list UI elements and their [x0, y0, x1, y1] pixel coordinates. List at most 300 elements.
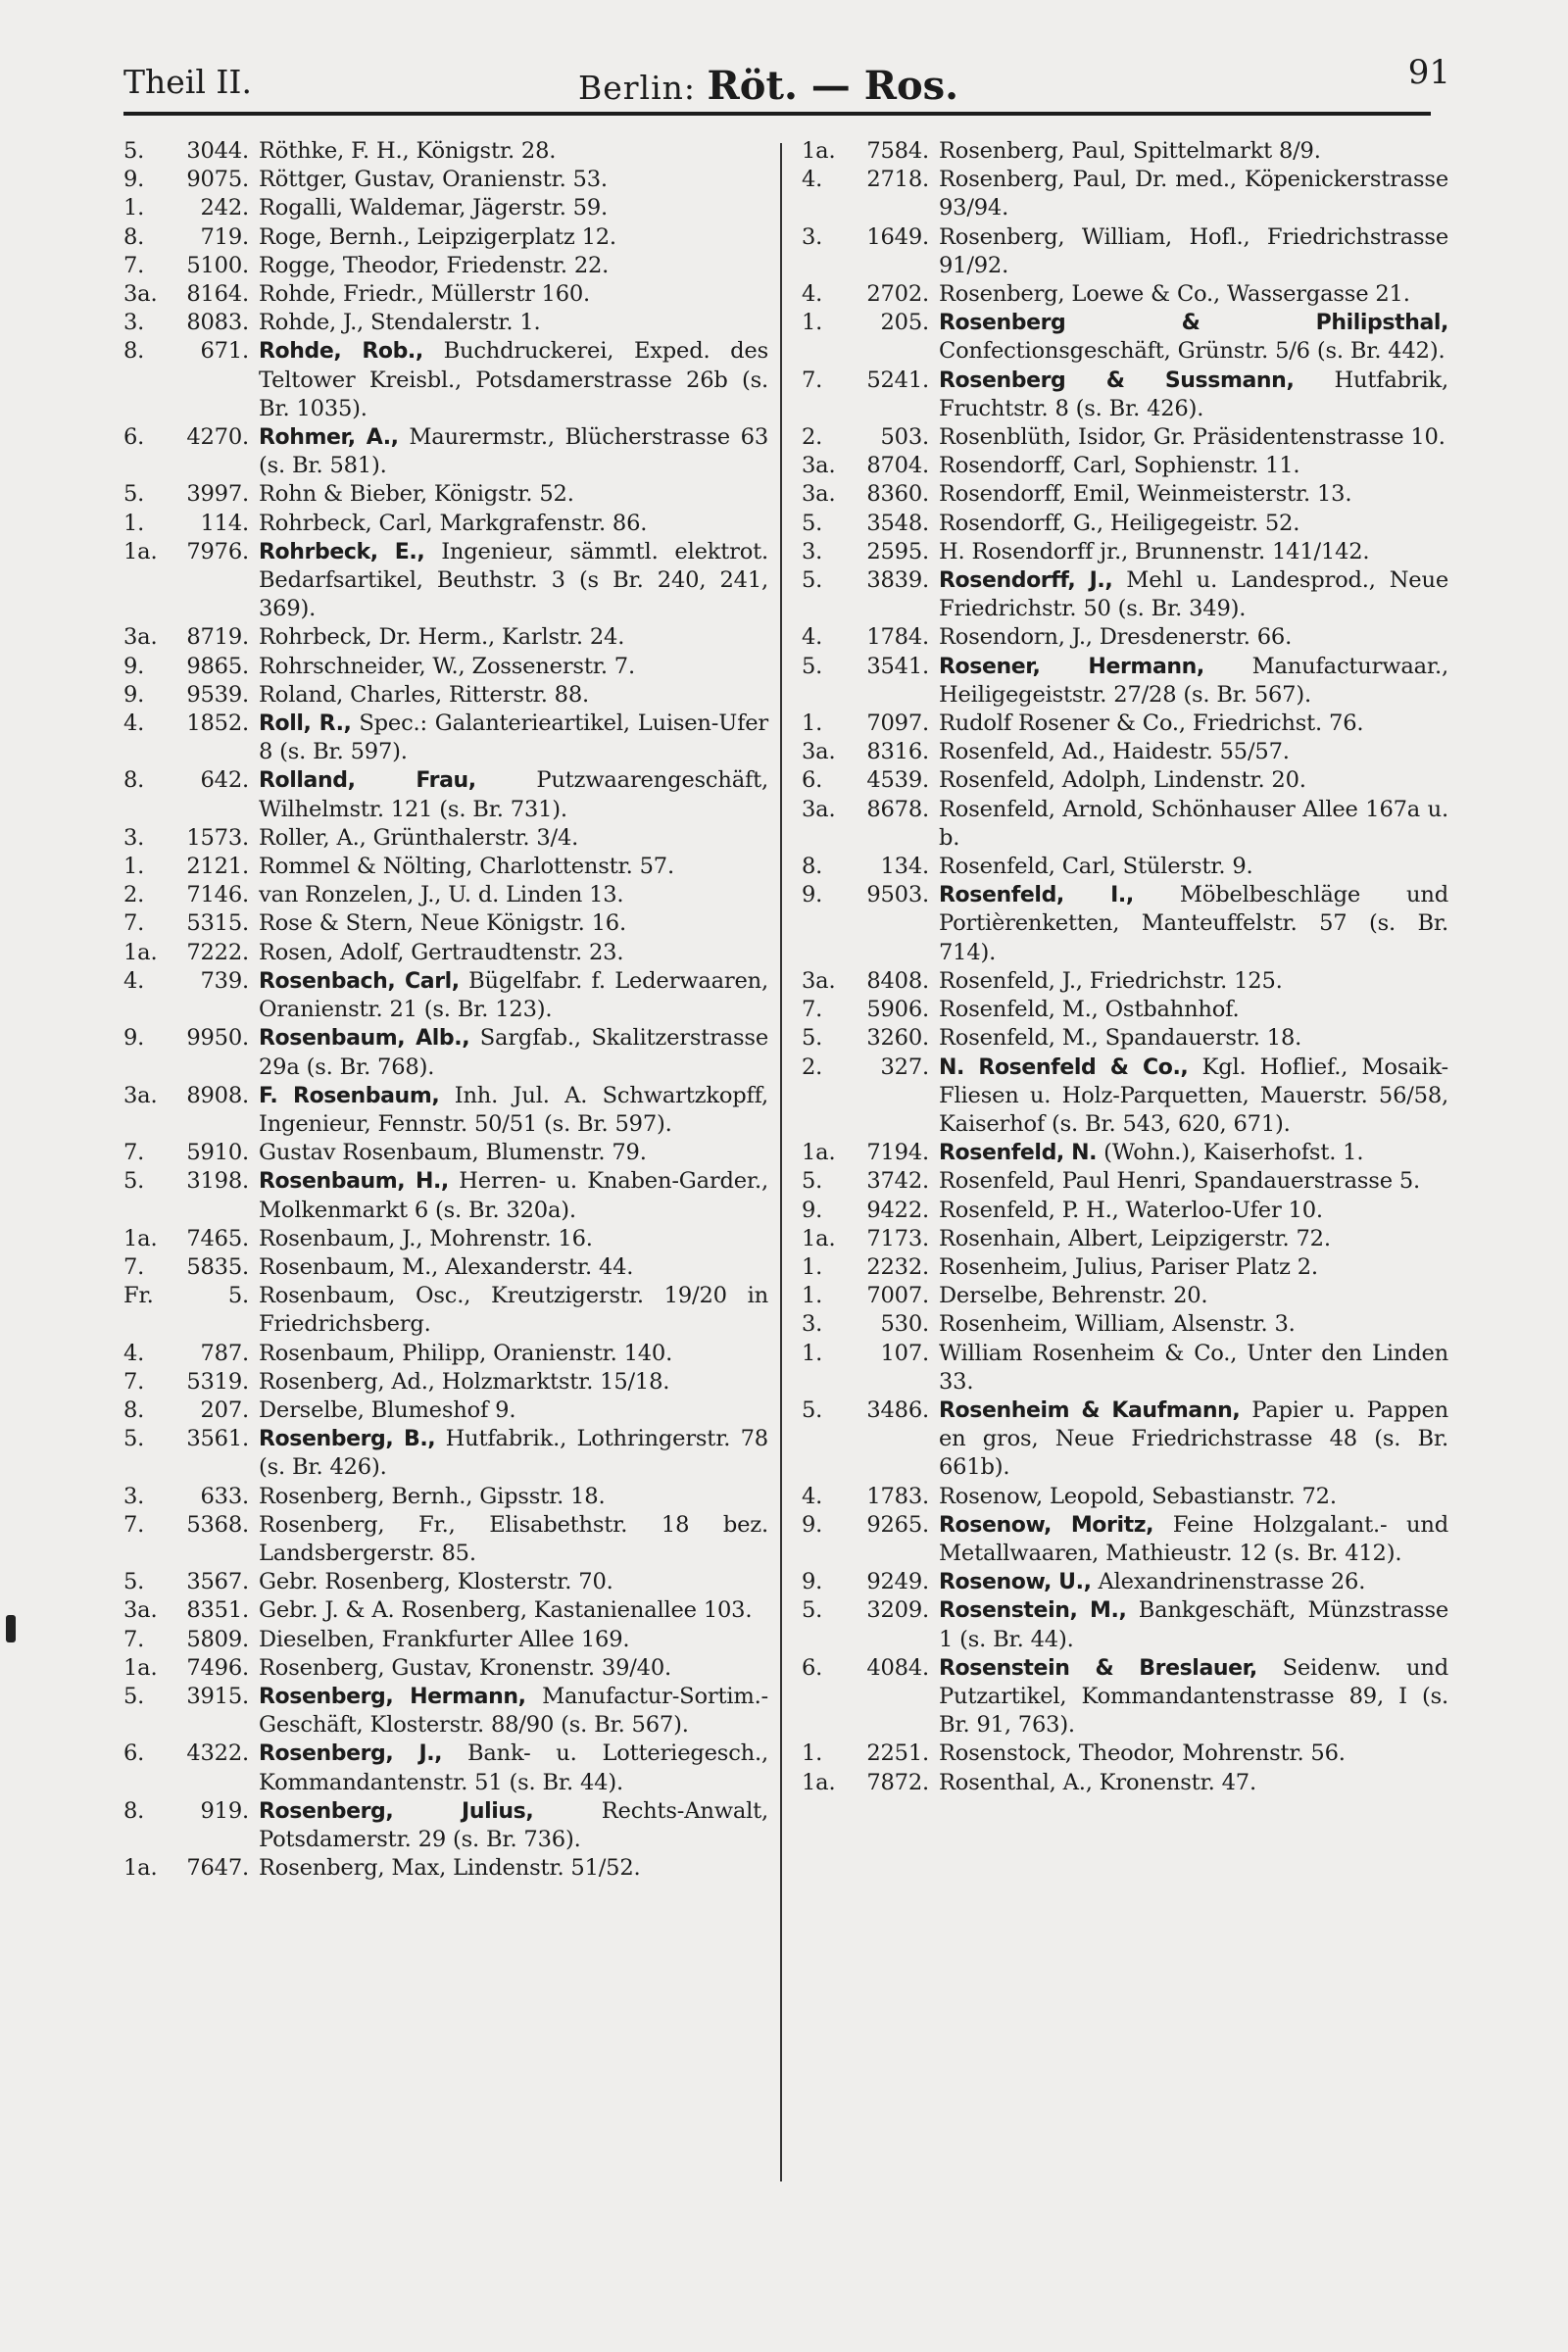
- subscriber-text: [939, 452, 1448, 480]
- running-title: [578, 63, 958, 109]
- subscriber-name-bold: Rosenstein, M.,: [939, 1598, 1127, 1624]
- exchange-office: 7.: [123, 1253, 145, 1280]
- exchange-office: 9.: [123, 167, 145, 193]
- telephone-number: 3548.: [866, 510, 929, 536]
- exchange-office: 7.: [123, 1368, 145, 1395]
- subscriber-details: Rosenfeld, Adolph, Lindenstr. 20.: [939, 767, 1306, 794]
- subscriber-details: Rosenfeld, Paul Henri, Spandauerstrasse 5.: [939, 1168, 1421, 1195]
- telephone-number: 7146.: [186, 882, 249, 908]
- subscriber-details: Rosenberg, William, Hofl., Friedrichstrasse 91/92.: [939, 223, 1448, 278]
- subscriber-text: [259, 194, 768, 222]
- telephone-number: 4270.: [186, 424, 249, 451]
- telephone-number: 134.: [880, 854, 929, 880]
- subscriber-details: Gebr. J. & A. Rosenberg, Kastanienallee 103.: [259, 1597, 753, 1624]
- subscriber-text: [939, 1197, 1448, 1225]
- subscriber-details: van Ronzelen, J., U. d. Linden 13.: [259, 882, 624, 908]
- subscriber-text: [939, 223, 1448, 280]
- telephone-number: 8678.: [866, 796, 929, 822]
- telephone-number: 9865.: [186, 653, 249, 679]
- subscriber-details: Seidenw. und Putzartikel, Kommandantenstrasse 89, I (s. Br. 91, 763).: [939, 1654, 1448, 1739]
- telephone-number: 1649.: [866, 223, 929, 250]
- subscriber-text: [939, 423, 1448, 452]
- subscriber-details: Feine Holzgalant.- und Metallwaaren, Mathieustr. 12 (s. Br. 412).: [939, 1511, 1448, 1566]
- directory-entry: [802, 423, 1448, 452]
- subscriber-text: [259, 623, 768, 652]
- subscriber-details: Hutfabrik, Fruchtstr. 8 (s. Br. 426).: [939, 367, 1448, 421]
- directory-entry: [802, 510, 1448, 538]
- telephone-number: 2702.: [866, 281, 929, 308]
- subscriber-text: [259, 1596, 768, 1625]
- subscriber-details: Derselbe, Behrenstr. 20.: [939, 1283, 1208, 1309]
- directory-entry: [123, 1282, 768, 1339]
- telephone-number: 3209.: [866, 1597, 929, 1624]
- telephone-number: 9265.: [866, 1511, 929, 1538]
- directory-entry: [123, 1340, 768, 1368]
- telephone-number: 7976.: [186, 538, 249, 564]
- directory-entry: [802, 1054, 1448, 1140]
- telephone-number: 8704.: [866, 453, 929, 479]
- exchange-office: 4.: [802, 167, 823, 193]
- exchange-office: 4.: [123, 967, 145, 994]
- subscriber-details: Rohrbeck, Carl, Markgrafenstr. 86.: [259, 510, 648, 536]
- subscriber-details: Rosendorff, Carl, Sophienstr. 11.: [939, 453, 1300, 479]
- exchange-office: 4.: [802, 624, 823, 651]
- directory-entry: [802, 1740, 1448, 1768]
- exchange-office: 9.: [123, 681, 145, 708]
- telephone-number: 739.: [200, 967, 249, 994]
- exchange-office: 3a.: [802, 967, 836, 994]
- exchange-office: 6.: [802, 767, 823, 794]
- exchange-office: 4.: [123, 710, 145, 737]
- subscriber-details: Dieselben, Frankfurter Allee 169.: [259, 1626, 630, 1652]
- telephone-number: 5.: [227, 1283, 249, 1309]
- subscriber-name-bold: Roll, R.,: [259, 711, 352, 737]
- telephone-number: 1573.: [186, 824, 249, 851]
- subscriber-details: Rosenberg, Max, Lindenstr. 51/52.: [259, 1855, 641, 1882]
- directory-entry: [123, 223, 768, 252]
- subscriber-details: Confectionsgeschäft, Grünstr. 5/6 (s. Br. 442).: [939, 338, 1446, 365]
- subscriber-name-bold: F. Rosenbaum,: [259, 1083, 440, 1108]
- subscriber-text: [939, 510, 1448, 538]
- directory-entry: [123, 710, 768, 766]
- subscriber-details: William Rosenheim & Co., Unter den Linden 33.: [939, 1340, 1448, 1395]
- subscriber-name-bold: Rosenbach, Carl,: [259, 968, 460, 994]
- subscriber-details: Inh. Jul. A. Schwartzkopff, Ingenieur, Fennstr. 50/51 (s. Br. 597).: [259, 1082, 768, 1137]
- subscriber-details: Rechts-Anwalt, Potsdamerstr. 29 (s. Br. 736).: [259, 1797, 768, 1852]
- directory-entry: [123, 766, 768, 823]
- directory-entry: [123, 909, 768, 938]
- exchange-office: 3.: [123, 824, 145, 851]
- directory-entry: [123, 1568, 768, 1596]
- exchange-office: 1a.: [802, 1769, 836, 1795]
- exchange-office: 1.: [123, 854, 145, 880]
- directory-entry: [123, 280, 768, 309]
- subscriber-name-bold: Rosenberg, J.,: [259, 1741, 443, 1767]
- subscriber-name-bold: Rosenfeld, N.: [939, 1141, 1098, 1166]
- telephone-number: 7496.: [186, 1654, 249, 1681]
- telephone-number: 7222.: [186, 939, 249, 965]
- subscriber-name-bold: Rosenberg & Philipsthal,: [939, 311, 1448, 336]
- directory-entry: [123, 1740, 768, 1796]
- telephone-number: 2232.: [866, 1253, 929, 1280]
- subscriber-details: Kgl. Hoflief., Mosaik-Fliesen u. Holz-Parquetten, Mauerstr. 56/58, Kaiserhof (s. Br. 543, 620, 671).: [939, 1054, 1448, 1137]
- subscriber-text: [939, 1396, 1448, 1483]
- subscriber-details: Putzwaarengeschäft, Wilhelmstr. 121 (s. Br. 731).: [259, 767, 768, 822]
- directory-entry: [123, 967, 768, 1024]
- exchange-office: 8.: [123, 1396, 145, 1423]
- exchange-office: 1.: [802, 1283, 823, 1309]
- subscriber-text: [939, 1511, 1448, 1568]
- subscriber-text: [259, 1167, 768, 1224]
- subscriber-details: Rosenblüth, Isidor, Gr. Präsidentenstrasse 10.: [939, 424, 1446, 451]
- exchange-office: 5.: [123, 481, 145, 508]
- subscriber-text: [259, 853, 768, 881]
- directory-entry: [802, 452, 1448, 480]
- subscriber-details: Manufacturwaar., Heiligegeiststr. 27/28 (s. Br. 567).: [939, 653, 1448, 708]
- subscriber-details: Rosenfeld, Arnold, Schönhauser Allee 167a u. b.: [939, 796, 1448, 851]
- directory-entry: [802, 309, 1448, 366]
- directory-entry: [802, 1310, 1448, 1339]
- directory-entry: [123, 1483, 768, 1511]
- telephone-number: 4322.: [186, 1740, 249, 1767]
- subscriber-text: [259, 766, 768, 823]
- directory-entry: [802, 1197, 1448, 1225]
- directory-entry: [802, 1596, 1448, 1653]
- subscriber-details: Roller, A., Grünthalerstr. 3/4.: [259, 824, 579, 851]
- subscriber-details: Rosenstock, Theodor, Mohrenstr. 56.: [939, 1740, 1346, 1767]
- telephone-number: 5906.: [866, 997, 929, 1023]
- section-label: Theil II.: [123, 63, 252, 101]
- exchange-office: 3a.: [123, 624, 158, 651]
- telephone-number: 4539.: [866, 767, 929, 794]
- telephone-number: 7872.: [866, 1769, 929, 1795]
- directory-entry: [123, 538, 768, 624]
- telephone-number: 8083.: [186, 310, 249, 336]
- subscriber-details: Rudolf Rosener & Co., Friedrichst. 76.: [939, 710, 1364, 737]
- subscriber-details: Röthke, F. H., Königstr. 28.: [259, 138, 557, 164]
- exchange-office: 3.: [802, 223, 823, 250]
- exchange-office: 9.: [802, 1569, 823, 1595]
- subscriber-text: [259, 1683, 768, 1740]
- subscriber-text: [259, 1654, 768, 1683]
- subscriber-details: Rosenberg, Loewe & Co., Wassergasse 21.: [939, 281, 1410, 308]
- subscriber-details: Rosenhain, Albert, Leipzigerstr. 72.: [939, 1225, 1331, 1251]
- subscriber-text: [259, 1568, 768, 1596]
- subscriber-text: [259, 1024, 768, 1081]
- subscriber-details: Rosen, Adolf, Gertraudtenstr. 23.: [259, 939, 624, 965]
- subscriber-name-bold: Rosenberg, Hermann,: [259, 1684, 526, 1709]
- directory-entry: [802, 280, 1448, 309]
- subscriber-name-bold: Rosenstein & Breslauer,: [939, 1655, 1257, 1681]
- subscriber-details: Spec.: Galanterieartikel, Luisen-Ufer 8 (s. Br. 597).: [259, 710, 768, 765]
- exchange-office: 3.: [123, 1483, 145, 1509]
- page-header: [123, 53, 1450, 112]
- subscriber-details: Rogge, Theodor, Friedenstr. 22.: [259, 252, 610, 278]
- directory-entry: [123, 1368, 768, 1396]
- directory-entry: [802, 1483, 1448, 1511]
- exchange-office: 5.: [123, 138, 145, 164]
- telephone-number: 5315.: [186, 910, 249, 937]
- exchange-office: 9.: [802, 882, 823, 908]
- exchange-office: 1a.: [802, 138, 836, 164]
- subscriber-text: [939, 967, 1448, 996]
- exchange-office: 1a.: [123, 1225, 158, 1251]
- subscriber-text: [259, 1368, 768, 1396]
- subscriber-name-bold: Rosenberg & Sussmann,: [939, 368, 1295, 393]
- subscriber-details: Rosenfeld, M., Spandauerstr. 18.: [939, 1025, 1302, 1052]
- subscriber-details: Manufactur-Sortim.-Geschäft, Klosterstr. 88/90 (s. Br. 567).: [259, 1683, 768, 1739]
- directory-entry: [123, 824, 768, 853]
- telephone-number: 2718.: [866, 167, 929, 193]
- exchange-office: 1a.: [802, 1225, 836, 1251]
- subscriber-text: [259, 1340, 768, 1368]
- directory-entry: [802, 738, 1448, 766]
- telephone-number: 5809.: [186, 1626, 249, 1652]
- subscriber-text: [259, 1253, 768, 1282]
- subscriber-name-bold: Rosenbaum, Alb.,: [259, 1026, 470, 1052]
- exchange-office: 3a.: [802, 453, 836, 479]
- telephone-number: 1783.: [866, 1483, 929, 1509]
- left-column: [123, 137, 768, 1883]
- telephone-number: 9539.: [186, 681, 249, 708]
- directory-entry: [802, 1511, 1448, 1568]
- subscriber-text: [259, 1425, 768, 1482]
- telephone-number: 3486.: [866, 1396, 929, 1423]
- subscriber-text: [939, 1282, 1448, 1310]
- directory-entry: [123, 1654, 768, 1683]
- subscriber-text: [939, 853, 1448, 881]
- subscriber-text: [939, 566, 1448, 623]
- directory-entry: [802, 480, 1448, 509]
- subscriber-text: [259, 510, 768, 538]
- telephone-number: 4084.: [866, 1654, 929, 1681]
- telephone-number: 7173.: [866, 1225, 929, 1251]
- subscriber-text: [259, 1225, 768, 1253]
- subscriber-text: [259, 1082, 768, 1139]
- subscriber-details: Rosenberg, Paul, Dr. med., Köpenickerstrasse 93/94.: [939, 167, 1448, 221]
- subscriber-name-bold: Rosener, Hermann,: [939, 654, 1204, 679]
- directory-entry: [802, 853, 1448, 881]
- exchange-office: 7.: [123, 910, 145, 937]
- running-title-prefix: Berlin:: [578, 69, 697, 107]
- directory-entry: [802, 1139, 1448, 1167]
- directory-entry: [123, 166, 768, 194]
- subscriber-details: Rosenbaum, M., Alexanderstr. 44.: [259, 1253, 634, 1280]
- subscriber-text: [939, 710, 1448, 738]
- subscriber-text: [939, 538, 1448, 566]
- margin-ink-mark: [6, 1615, 16, 1642]
- directory-entry: [123, 1139, 768, 1167]
- exchange-office: 8.: [123, 223, 145, 250]
- subscriber-details: Rosenbaum, J., Mohrenstr. 16.: [259, 1225, 593, 1251]
- subscriber-text: [259, 824, 768, 853]
- exchange-office: 3.: [802, 538, 823, 564]
- directory-entry: [123, 1253, 768, 1282]
- subscriber-name-bold: Rosenheim & Kaufmann,: [939, 1397, 1241, 1423]
- telephone-number: 3044.: [186, 138, 249, 164]
- subscriber-text: [939, 881, 1448, 967]
- subscriber-details: Rosenbaum, Philipp, Oranienstr. 140.: [259, 1340, 673, 1366]
- subscriber-text: [939, 280, 1448, 309]
- exchange-office: 3a.: [802, 796, 836, 822]
- exchange-office: Fr.: [123, 1283, 154, 1309]
- subscriber-details: Rosendorff, G., Heiligegeistr. 52.: [939, 510, 1300, 536]
- column-divider: [780, 143, 782, 2181]
- directory-entry: [802, 166, 1448, 222]
- directory-entry: [123, 653, 768, 681]
- subscriber-text: [939, 796, 1448, 853]
- exchange-office: 7.: [802, 997, 823, 1023]
- directory-entry: [123, 881, 768, 909]
- exchange-office: 1.: [802, 1253, 823, 1280]
- subscriber-details: Rosenfeld, P. H., Waterloo-Ufer 10.: [939, 1197, 1323, 1223]
- exchange-office: 5.: [802, 510, 823, 536]
- directory-entry: [123, 1396, 768, 1425]
- directory-entry: [802, 223, 1448, 280]
- subscriber-text: [939, 1483, 1448, 1511]
- exchange-office: 9.: [802, 1511, 823, 1538]
- subscriber-text: [259, 909, 768, 938]
- subscriber-text: [939, 1139, 1448, 1167]
- directory-entry: [802, 538, 1448, 566]
- subscriber-text: [259, 280, 768, 309]
- exchange-office: 1.: [802, 310, 823, 336]
- directory-entry: [802, 881, 1448, 967]
- running-title-range: Röt. — Ros.: [707, 63, 959, 109]
- exchange-office: 3a.: [123, 281, 158, 308]
- subscriber-name-bold: Rohrbeck, E.,: [259, 539, 425, 564]
- subscriber-details: Papier u. Pappen en gros, Neue Friedrichstrasse 48 (s. Br. 661b).: [939, 1396, 1448, 1481]
- subscriber-name-bold: Rosendorff, J.,: [939, 568, 1113, 594]
- directory-entry: [123, 623, 768, 652]
- exchange-office: 1.: [802, 1740, 823, 1767]
- subscriber-text: [259, 653, 768, 681]
- directory-entry: [123, 1225, 768, 1253]
- subscriber-details: Rose & Stern, Neue Königstr. 16.: [259, 910, 626, 937]
- subscriber-text: [259, 1139, 768, 1167]
- directory-entry: [802, 796, 1448, 853]
- exchange-office: 3.: [123, 310, 145, 336]
- exchange-office: 9.: [802, 1197, 823, 1223]
- exchange-office: 9.: [123, 1025, 145, 1052]
- exchange-office: 1.: [123, 195, 145, 221]
- telephone-number: 7584.: [866, 138, 929, 164]
- exchange-office: 7.: [123, 1140, 145, 1166]
- directory-entry: [802, 1253, 1448, 1282]
- directory-entry: [123, 1425, 768, 1482]
- directory-entry: [123, 939, 768, 967]
- subscriber-text: [259, 223, 768, 252]
- subscriber-details: Rohrschneider, W., Zossenerstr. 7.: [259, 653, 635, 679]
- subscriber-text: [259, 710, 768, 766]
- telephone-number: 5368.: [186, 1511, 249, 1538]
- subscriber-text: [939, 1568, 1448, 1596]
- subscriber-details: Hutfabrik., Lothringerstr. 78 (s. Br. 426).: [259, 1426, 768, 1481]
- subscriber-text: [939, 1054, 1448, 1140]
- exchange-office: 3a.: [123, 1082, 158, 1108]
- telephone-number: 671.: [200, 338, 249, 365]
- subscriber-name-bold: N. Rosenfeld & Co.,: [939, 1054, 1189, 1080]
- subscriber-text: [259, 166, 768, 194]
- header-rule: [123, 112, 1431, 116]
- subscriber-name-bold: Rosenow, Moritz,: [939, 1512, 1154, 1538]
- directory-entry: [802, 566, 1448, 623]
- subscriber-details: Buchdruckerei, Exped. des Teltower Kreisbl., Potsdamerstrasse 26b (s. Br. 1035).: [259, 338, 768, 421]
- subscriber-name-bold: Rohmer, A.,: [259, 425, 399, 451]
- telephone-number: 5835.: [186, 1253, 249, 1280]
- telephone-number: 503.: [880, 424, 929, 451]
- subscriber-text: [259, 480, 768, 509]
- subscriber-details: Röttger, Gustav, Oranienstr. 53.: [259, 167, 608, 193]
- subscriber-details: Mehl u. Landesprod., Neue Friedrichstr. 50 (s. Br. 349).: [939, 567, 1448, 622]
- directory-entry: [123, 1797, 768, 1854]
- subscriber-details: Gustav Rosenbaum, Blumenstr. 79.: [259, 1140, 647, 1166]
- subscriber-details: Gebr. Rosenberg, Klosterstr. 70.: [259, 1569, 613, 1595]
- telephone-number: 1784.: [866, 624, 929, 651]
- directory-entry: [123, 853, 768, 881]
- exchange-office: 1a.: [123, 1855, 158, 1882]
- exchange-office: 2.: [802, 424, 823, 451]
- subscriber-text: [939, 738, 1448, 766]
- subscriber-text: [939, 480, 1448, 509]
- subscriber-details: Alexandrinenstrasse 26.: [1091, 1569, 1366, 1595]
- subscriber-details: Rosenfeld, M., Ostbahnhof.: [939, 997, 1240, 1023]
- telephone-number: 7194.: [866, 1140, 929, 1166]
- subscriber-text: [939, 1225, 1448, 1253]
- directory-entry: [802, 1568, 1448, 1596]
- telephone-number: 719.: [200, 223, 249, 250]
- telephone-number: 5100.: [186, 252, 249, 278]
- telephone-number: 3260.: [866, 1025, 929, 1052]
- directory-entry: [123, 510, 768, 538]
- exchange-office: 6.: [123, 424, 145, 451]
- subscriber-details: H. Rosendorff jr., Brunnenstr. 141/142.: [939, 538, 1370, 564]
- telephone-number: 7097.: [866, 710, 929, 737]
- telephone-number: 3567.: [186, 1569, 249, 1595]
- subscriber-text: [939, 1340, 1448, 1396]
- exchange-office: 7.: [123, 1511, 145, 1538]
- directory-entry: [802, 710, 1448, 738]
- subscriber-details: Ingenieur, sämmtl. elektrot. Bedarfsartikel, Beuthstr. 3 (s Br. 240, 241, 369).: [259, 538, 769, 622]
- exchange-office: 3a.: [802, 481, 836, 508]
- telephone-number: 114.: [200, 510, 249, 536]
- exchange-office: 5.: [802, 567, 823, 594]
- directory-entry: [802, 1225, 1448, 1253]
- directory-entry: [123, 337, 768, 423]
- exchange-office: 5.: [123, 1168, 145, 1195]
- directory-entry: [123, 194, 768, 222]
- subscriber-details: Rosendorn, J., Dresdenerstr. 66.: [939, 624, 1293, 651]
- subscriber-text: [259, 1797, 768, 1854]
- telephone-number: 1852.: [186, 710, 249, 737]
- telephone-number: 8908.: [186, 1082, 249, 1108]
- exchange-office: 5.: [802, 653, 823, 679]
- telephone-number: 787.: [200, 1340, 249, 1366]
- subscriber-details: Rosenberg, Bernh., Gipsstr. 18.: [259, 1483, 606, 1509]
- telephone-number: 2595.: [866, 538, 929, 564]
- subscriber-details: Rommel & Nölting, Charlottenstr. 57.: [259, 854, 674, 880]
- directory-entry: [123, 681, 768, 710]
- subscriber-text: [259, 967, 768, 1024]
- exchange-office: 3.: [802, 1311, 823, 1338]
- directory-entry: [802, 367, 1448, 423]
- subscriber-text: [259, 252, 768, 280]
- directory-entry: [802, 766, 1448, 795]
- telephone-number: 327.: [880, 1054, 929, 1080]
- directory-entry: [123, 480, 768, 509]
- subscriber-text: [259, 309, 768, 337]
- telephone-number: 8351.: [186, 1597, 249, 1624]
